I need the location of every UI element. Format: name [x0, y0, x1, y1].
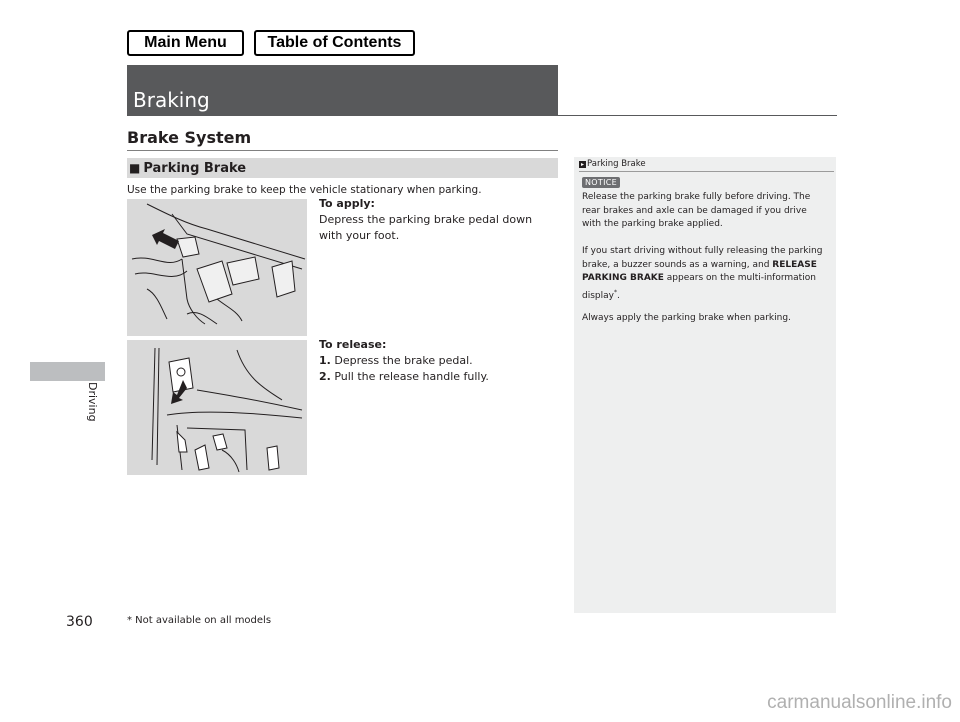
release-instructions [319, 337, 555, 385]
apply-text: Depress the parking brake pedal down with your foot. [319, 213, 533, 242]
page-number: 360 [66, 614, 93, 630]
release-step [319, 369, 555, 385]
sidebar-divider [579, 171, 834, 172]
chapter-tab-label: Driving [86, 382, 99, 422]
release-label: To release: [319, 338, 387, 351]
intro-text: Use the parking brake to keep the vehicle stationary when parking. [127, 184, 482, 196]
table-of-contents-button[interactable]: Table of Contents [254, 30, 415, 56]
chapter-title-bar [127, 65, 558, 116]
warning-text-end: . [616, 290, 620, 301]
notice-text: Release the parking brake fully before driving. The rear brakes and axle can be damaged if you drive with the parking brake applied. [582, 192, 811, 229]
release-step-text: Depress the brake pedal. [334, 354, 473, 367]
main-menu-button[interactable]: Main Menu [127, 30, 244, 56]
footnote: * Not available on all models [127, 615, 272, 626]
release-handle-illustration [127, 340, 307, 475]
buzzer-warning-text [582, 245, 828, 303]
subsection-header [127, 158, 558, 178]
release-parking-brake-message: RELEASE PARKING BRAKE [582, 259, 817, 283]
footnote-marker: * [613, 288, 617, 296]
warning-text-part: If you start driving without fully releasing the parking brake, a buzzer sounds as a warning, and [582, 246, 823, 270]
apply-instructions [319, 196, 555, 244]
square-bullet-icon: ■ [129, 161, 141, 175]
section-title: Brake System [127, 128, 252, 147]
release-step-text: Pull the release handle fully. [334, 370, 489, 383]
section-divider [127, 150, 558, 151]
title-divider [558, 115, 837, 116]
chapter-tab[interactable] [30, 362, 105, 381]
release-step [319, 353, 555, 369]
watermark: carmanualsonline.info [767, 692, 952, 713]
notes-sidebar [574, 157, 836, 613]
chapter-title: Braking [133, 88, 210, 112]
sidebar-reference-title[interactable] [579, 159, 646, 169]
reference-arrow-icon: ▸ [580, 160, 584, 168]
apply-label: To apply: [319, 197, 375, 210]
sidebar-title-text: Parking Brake [587, 159, 646, 169]
release-step-number: 2. [319, 370, 331, 383]
notice-badge: NOTICE [582, 177, 620, 188]
always-apply-text: Always apply the parking brake when parking. [582, 313, 791, 323]
parking-brake-pedal-illustration [127, 199, 307, 336]
subsection-title: Parking Brake [143, 160, 247, 176]
warning-text-part: appears on the multi-information display [582, 273, 816, 301]
release-step-number: 1. [319, 354, 331, 367]
